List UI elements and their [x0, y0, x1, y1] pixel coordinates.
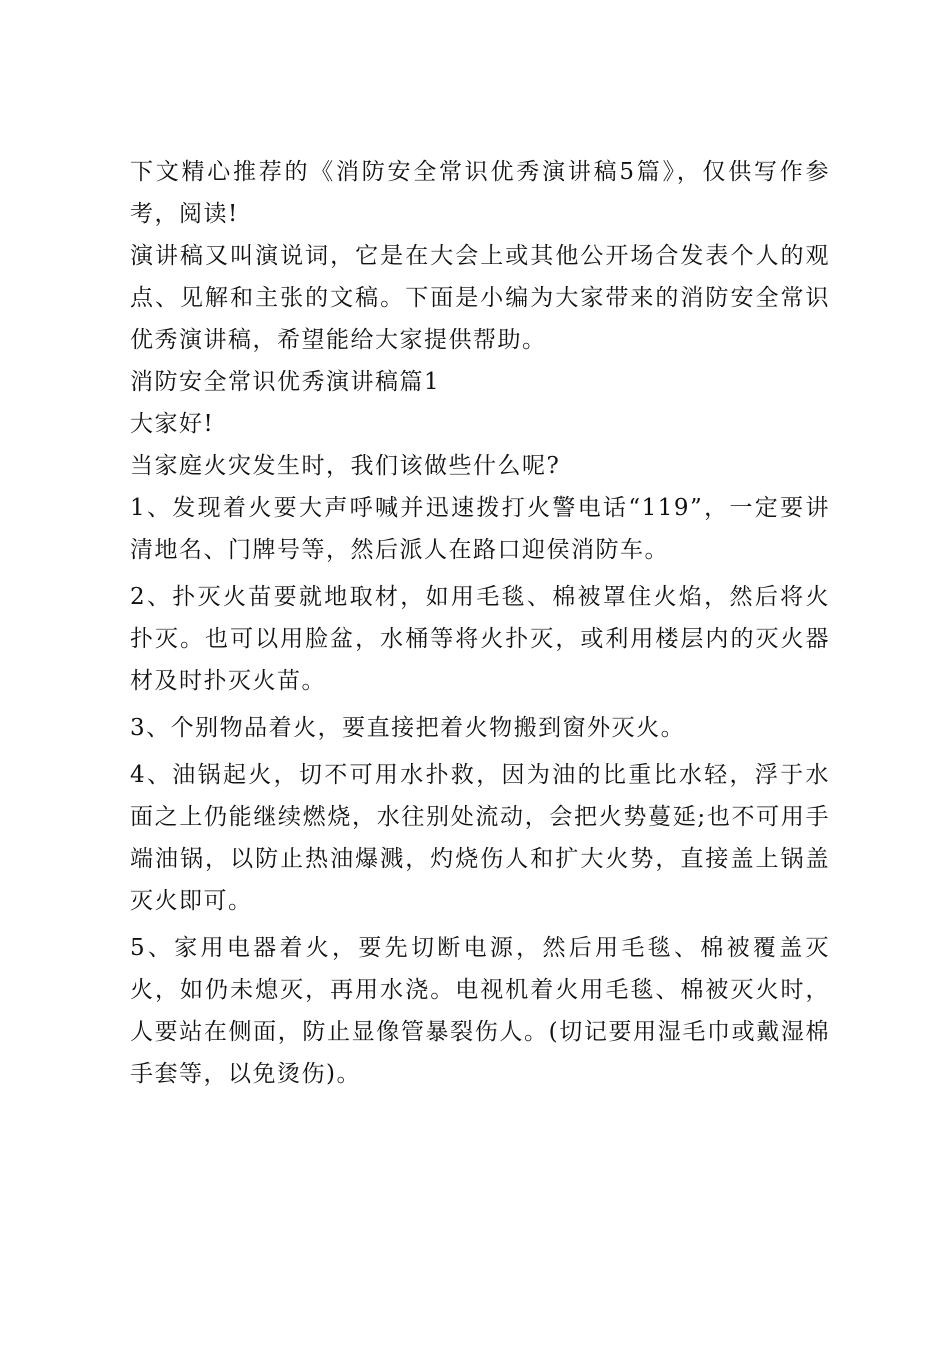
tip-item-4: 4、油锅起火，切不可用水扑救，因为油的比重比水轻，浮于水面之上仍能继续燃烧，水往别处流动，会把火势蔓延;也不可用手端油锅，以防止热油爆溅，灼烧伤人和扩大火势，直接盖上锅盖灭火即可。: [130, 762, 830, 914]
greeting-paragraph: 大家好!: [130, 411, 215, 437]
tip-item-1: 1、发现着火要大声呼喊并迅速拨打火警电话“119”，一定要讲清地名、门牌号等，然后派人在路口迎侯消防车。: [130, 495, 830, 563]
question-paragraph: 当家庭火灾发生时，我们该做些什么呢?: [130, 453, 561, 479]
section-heading: 消防安全常识优秀演讲稿篇1: [130, 369, 441, 395]
document-body: [130, 151, 830, 1095]
description-paragraph: 演讲稿又叫演说词，它是在大会上或其他公开场合发表个人的观点、见解和主张的文稿。下面是小编为大家带来的消防安全常识优秀演讲稿，希望能给大家提供帮助。: [130, 243, 830, 353]
tip-item-5: 5、家用电器着火，要先切断电源，然后用毛毯、棉被覆盖灭火，如仍未熄灭，再用水浇。电视机着火用毛毯、棉被灭火时，人要站在侧面，防止显像管暴裂伤人。(切记要用湿毛巾或戴湿棉手套等，以免烫伤)。: [130, 935, 830, 1087]
intro-paragraph: 下文精心推荐的《消防安全常识优秀演讲稿5篇》，仅供写作参考，阅读!: [130, 159, 830, 227]
tip-item-3: 3、个别物品着火，要直接把着火物搬到窗外灭火。: [130, 715, 686, 741]
tip-item-2: 2、扑灭火苗要就地取材，如用毛毯、棉被罩住火焰，然后将火扑灭。也可以用脸盆，水桶等将火扑灭，或利用楼层内的灭火器材及时扑灭火苗。: [130, 584, 830, 694]
